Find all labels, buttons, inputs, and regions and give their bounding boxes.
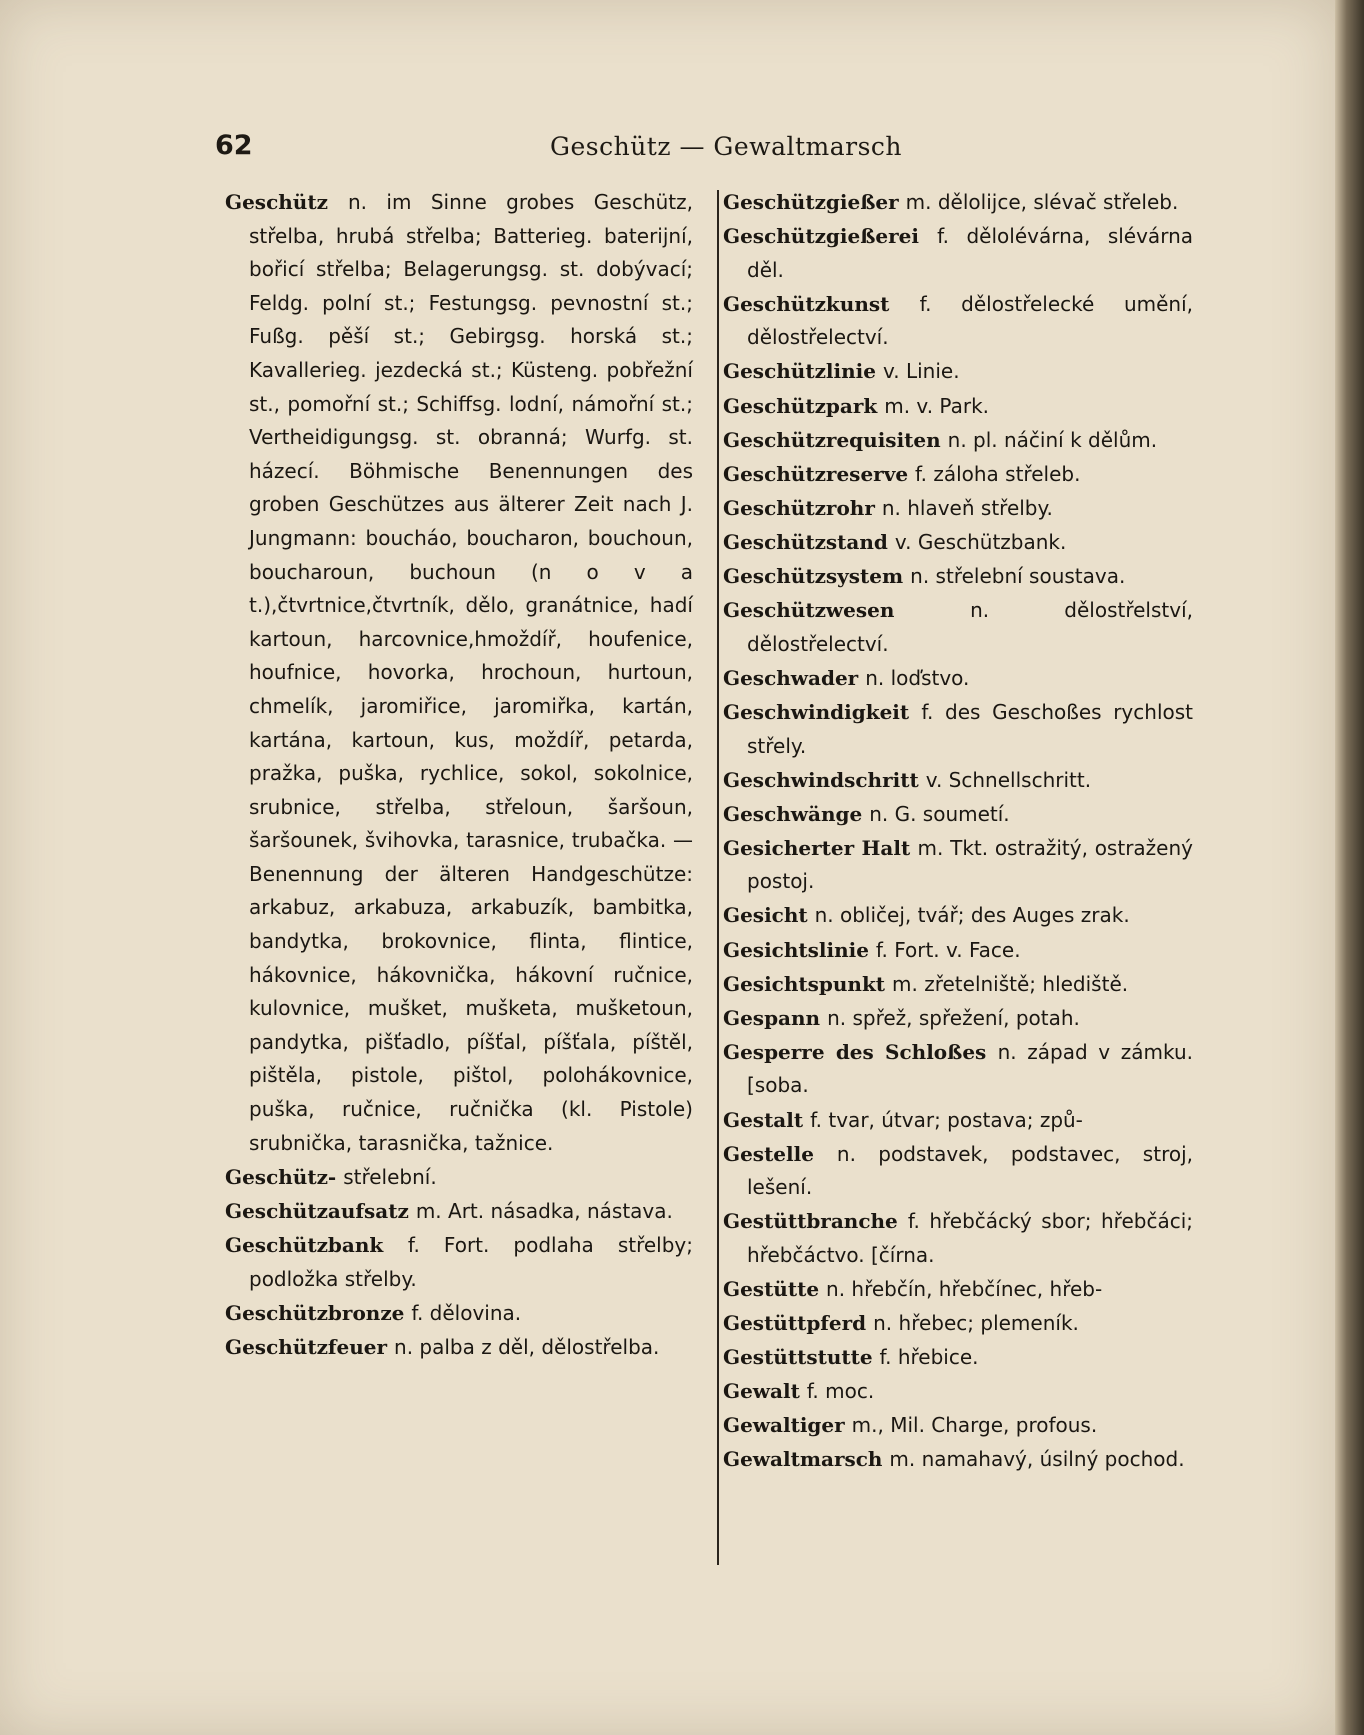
dictionary-entry (723, 186, 1193, 220)
entry-headword: Gestüttpferd (723, 1311, 867, 1336)
dictionary-entry (225, 1297, 693, 1331)
entry-definition: m. namahavý, úsilný pochod. (889, 1447, 1185, 1472)
entry-headword: Gestüttstutte (723, 1345, 873, 1370)
entry-definition: m., Mil. Charge, profous. (851, 1413, 1098, 1438)
entry-definition: n. střelební soustava. (910, 564, 1126, 589)
dictionary-entry (723, 662, 1193, 696)
entry-headword: Geschützbronze (225, 1300, 405, 1325)
entry-headword: Geschützlinie (723, 359, 876, 384)
dictionary-entry (723, 1443, 1193, 1477)
entry-headword: Gewaltmarsch (723, 1447, 883, 1472)
entry-headword: Geschützbank (225, 1232, 384, 1257)
entry-definition: m. v. Park. (884, 393, 990, 418)
page-number: 62 (215, 130, 253, 161)
entry-headword: Geschützgießer (723, 190, 899, 214)
dictionary-entry (723, 288, 1193, 355)
dictionary-entry (225, 1195, 693, 1229)
entry-headword: Geschütz- (225, 1164, 337, 1189)
entry-definition: v. Geschützbank. (894, 529, 1067, 554)
entry-headword: Gespann (723, 1005, 821, 1030)
entry-headword: Gewaltiger (723, 1413, 845, 1438)
dictionary-entry (723, 798, 1193, 832)
entry-headword: Geschützpark (723, 393, 878, 418)
entry-definition: n. hlaveň střelby. (881, 495, 1053, 520)
dictionary-entry (723, 424, 1193, 458)
entry-definition: n. dělostřelství, dělostřelectví. (747, 598, 1193, 656)
entry-headword: Gesichtspunkt (723, 971, 886, 996)
dictionary-entry (723, 1205, 1193, 1272)
entry-definition: n. palba z děl, dělostřelba. (394, 1334, 660, 1359)
dictionary-entry (723, 1002, 1193, 1036)
entry-definition: v. Schnellschritt. (925, 767, 1092, 792)
entry-definition: n. obličej, tvář; des Auges zrak. (814, 903, 1130, 928)
entry-definition: n. spřež, spřežení, potah. (827, 1005, 1080, 1030)
entry-headword: Gesicht (723, 903, 808, 928)
entry-definition: m. Tkt. ostražitý, ostražený postoj. (747, 835, 1193, 894)
entry-definition: f. Fort. v. Face. (875, 937, 1021, 962)
dictionary-entry (723, 492, 1193, 526)
dictionary-entry (723, 560, 1193, 594)
dictionary-entry (723, 458, 1193, 492)
entry-definition: f. záloha střeleb. (915, 461, 1081, 486)
page-header (200, 120, 1100, 170)
entry-definition: n. hřebec; plemeník. (873, 1311, 1079, 1336)
entry-definition: n. hřebčín, hřebčínec, hřeb- (826, 1277, 1103, 1301)
entry-headword: Gestütte (723, 1277, 820, 1301)
entry-headword: Geschützfeuer (225, 1334, 388, 1359)
dictionary-entry (723, 934, 1193, 968)
entry-headword: Geschützrohr (723, 495, 875, 520)
entry-headword: Geschützgießerei (723, 224, 920, 249)
book-spine (1335, 0, 1364, 1735)
entry-definition: n. západ v zámku. [soba. (747, 1039, 1194, 1098)
entry-definition: f. des Geschoßes rychlost střely. (747, 699, 1193, 758)
entry-headword: Geschützreserve (723, 461, 909, 486)
dictionary-entry (723, 1341, 1193, 1375)
entry-definition: f. dělolévárna, slévárna děl. (747, 224, 1193, 282)
entry-definition: n. G. soumetí. (869, 801, 1010, 826)
entry-definition: v. Linie. (882, 359, 960, 384)
entry-definition: f. hřebčácký sbor; hřebčáci; hřebčáctvo. [čírna. (747, 1209, 1193, 1267)
dictionary-entry (723, 594, 1193, 661)
entry-definition: f. hřebice. (879, 1345, 979, 1370)
entry-definition: f. Fort. podlaha střelby; podložka střelby. (249, 1232, 693, 1291)
dictionary-entry (225, 1229, 693, 1296)
entry-definition: n. podstavek, podstavec, stroj, lešení. (747, 1141, 1193, 1200)
left-column (225, 186, 693, 1365)
dictionary-entry (723, 1036, 1193, 1103)
entry-headword: Gestüttbranche (723, 1209, 898, 1234)
entry-headword: Geschützrequisiten (723, 427, 941, 452)
dictionary-entry (723, 355, 1193, 389)
entry-headword: Gesicherter Halt (723, 835, 911, 860)
dictionary-entry (723, 1307, 1193, 1341)
entry-headword: Gesperre des Schloßes (723, 1039, 987, 1064)
entry-headword: Gestalt (723, 1107, 804, 1132)
entry-headword: Geschütz (225, 190, 328, 214)
entry-headword: Geschützsystem (723, 564, 904, 589)
entry-headword: Gestelle (723, 1141, 814, 1166)
right-column (723, 186, 1193, 1478)
dictionary-entry (723, 899, 1193, 933)
entry-headword: Geschwindschritt (723, 767, 919, 792)
column-divider (717, 190, 719, 1565)
dictionary-entry (225, 1331, 693, 1365)
entry-definition: střelební. (343, 1164, 437, 1189)
dictionary-entry (723, 1104, 1193, 1138)
entry-headword: Gesichtslinie (723, 937, 869, 962)
dictionary-entry (723, 1375, 1193, 1409)
entry-headword: Geschwindigkeit (723, 699, 910, 724)
entry-definition: f. tvar, útvar; postava; způ- (810, 1107, 1083, 1132)
dictionary-entry (723, 526, 1193, 560)
entry-headword: Geschwänge (723, 801, 863, 826)
entry-definition: f. dělostřelecké umění, dělostřelectví. (747, 291, 1193, 350)
running-head: Geschütz — Gewaltmarsch (550, 132, 903, 161)
entry-definition: m. zřetelniště; hlediště. (892, 971, 1129, 996)
entry-headword: Geschwader (723, 665, 859, 690)
dictionary-entry (723, 1273, 1193, 1307)
dictionary-entry (723, 220, 1193, 287)
dictionary-entry (225, 1161, 693, 1195)
dictionary-entry (723, 390, 1193, 424)
entry-definition: m. Art. násadka, nástava. (415, 1198, 673, 1223)
entry-headword: Geschützkunst (723, 291, 890, 316)
entry-headword: Geschützaufsatz (225, 1198, 409, 1223)
entry-definition: f. dělovina. (411, 1300, 522, 1325)
entry-headword: Gewalt (723, 1379, 800, 1404)
dictionary-entry (723, 764, 1193, 798)
dictionary-entry (225, 186, 693, 1160)
dictionary-entry (723, 968, 1193, 1002)
entry-definition: m. dělolijce, slévač střeleb. (905, 190, 1179, 214)
dictionary-entry (723, 1409, 1193, 1443)
dictionary-entry (723, 1138, 1193, 1205)
entry-definition: f. moc. (806, 1379, 875, 1404)
dictionary-entry (723, 696, 1193, 763)
dictionary-entry (723, 832, 1193, 899)
entry-definition: n. loďstvo. (865, 665, 970, 690)
entry-definition: n. pl. náčiní k dělům. (947, 427, 1158, 452)
entry-definition: n. im Sinne grobes Geschütz, střelba, hrubá střelba; Batterieg. baterijní, bořicí střelba; Belagerungsg. st. dobývací; Feldg. polní st.; Festungsg. pevnostní st.; Fußg. pěší st.; Gebirgsg. horská st.; Kavallerieg. jezdecká st.; Küsteng. pobřežní st., pomořní st.; Schiffsg. lodní, námořní st.; Vertheidigungsg. st. obranná; Wurfg. st. házecí. Böhmische Benennungen des groben Geschützes aus älterer Zeit nach J. Jungmann: boucháo, boucharon, bouchoun, boucharoun, buchoun (n o v a t.),čtvrtnice,čtvrtník, dělo, granátnice, hadí kartoun, harcovnice,hmoždíř, houfenice, houfnice, hovorka, hrochoun, hurtoun, chmelík, jaromiřice, jaromiřka, kartán, kartána, kartoun, kus, moždíř, petarda, pražka, puška, rychlice, sokol, sokolnice, srubnice, střelba, střeloun, šaršoun, šaršounek, švihovka, tarasnice, trubačka. — Benennung der älteren Handgeschütze: arkabuz, arkabuza, arkabuzík, bambitka, bandytka, brokovnice, flinta, flintice, hákovnice, hákovnička, hákovní ručnice, kulovnice, mušket, mušketa, mušketoun, pandytka, pišťadlo, píšťal, píšťala, píštěl, pištěla, pistole, pištol, polohákovnice, puška, ručnice, ručnička (kl. Pistole) srubnička, tarasnička, tažnice. (249, 190, 694, 1155)
entry-headword: Geschützwesen (723, 598, 895, 623)
entry-headword: Geschützstand (723, 529, 888, 554)
